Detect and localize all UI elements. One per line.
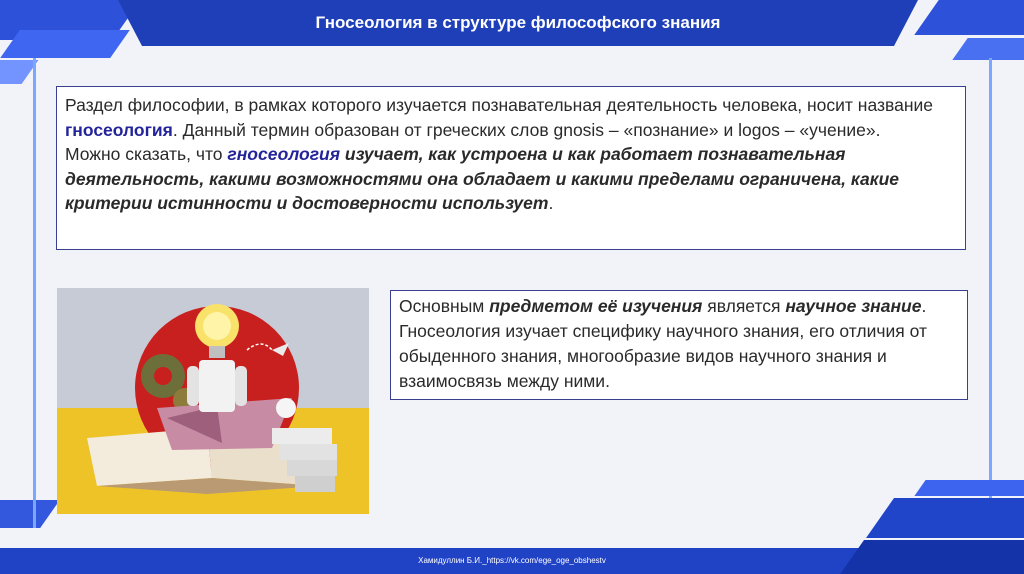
decor-line (989, 58, 992, 528)
intro-text: Раздел философии, в рамках которого изучается познавательная деятельность человека, носит название (65, 95, 934, 115)
decor-line (33, 58, 36, 528)
decor-stripe (914, 0, 1024, 35)
intro-emphasis: изучает, как устроена и как работает познавательная деятельность, какими возможностями она обладает и какими пределами ограничена, какие критерии истинности и достоверности использует (65, 144, 900, 213)
decor-stripe (866, 498, 1024, 538)
subject-emphasis: предметом её изучения (489, 296, 703, 316)
term-highlight: гносеология (65, 119, 173, 140)
intro-text: . (548, 193, 554, 213)
subject-textbox (390, 290, 968, 400)
subject-emphasis: научное знание (785, 296, 922, 316)
lightbulb-head-collage-icon (57, 288, 369, 514)
subject-text: . Гносеология изучает специфику научного знания, его отличия от обыденного знания, многообразие видов научного знания и взаимосвязь между ними. (399, 296, 927, 391)
page-title: Гносеология в структуре философского знания (315, 13, 721, 32)
illustration-collage (57, 288, 369, 514)
term-highlight: гносеология (227, 144, 341, 164)
subject-text: Основным (399, 296, 490, 316)
decor-stripe (0, 30, 130, 58)
intro-text: . Данный термин образован от греческих слов gnosis – «познание» и logos – «учение». (172, 119, 881, 140)
intro-textbox (56, 86, 966, 250)
decor-stripe (914, 480, 1024, 496)
subject-text: является (702, 296, 786, 316)
decor-stripe (952, 38, 1024, 60)
intro-text: Можно сказать, что (65, 144, 228, 164)
footer-credit: Хамидуллин Б.И._https://vk.com/ege_oge_obshestv (418, 556, 606, 565)
decor-stripe (0, 500, 60, 528)
